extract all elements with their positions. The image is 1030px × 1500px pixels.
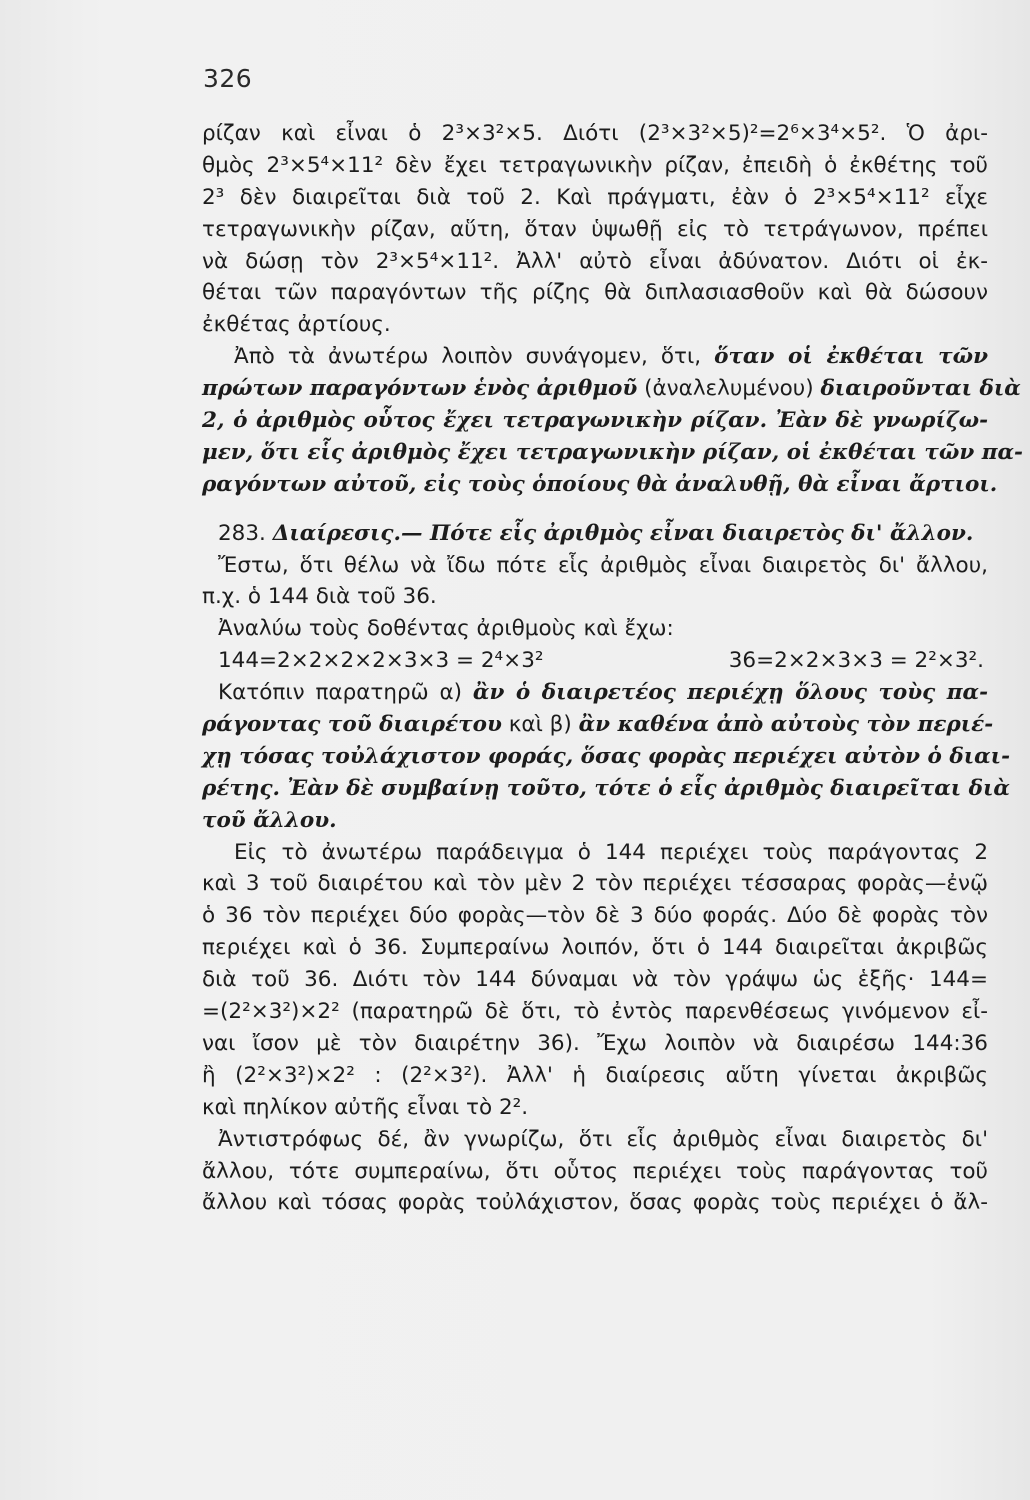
text-line: νὰ δώσῃ τὸν 2³×5⁴×11². Ἀλλ' αὐτὸ εἶναι ἀδύνατον. Διότι οἱ ἐκ- bbox=[202, 248, 988, 274]
equation-right: 36=2×2×3×3 = 2²×3². bbox=[728, 648, 984, 674]
text-line bbox=[202, 373, 1021, 405]
text-line: ρέτης. Ἐὰν δὲ συμβαίνῃ τοῦτο, τότε ὁ εἷς ἀριθμὸς διαιρεῖται διὰ bbox=[202, 775, 1010, 801]
text-run: Ἀπὸ τὰ ἀνωτέρω λοιπὸν συνάγομεν, ὅτι, bbox=[234, 344, 715, 370]
text-line: ἢ (2²×3²)×2² : (2²×3²). Ἀλλ' ἡ διαίρεσις αὕτη γίνεται ἀκριβῶς bbox=[202, 1062, 988, 1088]
paragraph-5 bbox=[202, 837, 988, 1124]
text-line: ρίζαν καὶ εἶναι ὁ 2³×3²×5. Διότι (2³×3²×5)²=2⁶×3⁴×5². Ὁ ἀρι- bbox=[202, 121, 988, 146]
text-line: 2³ δὲν διαιρεῖται διὰ τοῦ 2. Καὶ πράγματι, ἐὰν ὁ 2³×5⁴×11² εἶχε bbox=[202, 184, 988, 210]
equation-line bbox=[202, 645, 988, 677]
text-line: καὶ πηλίκον αὐτῆς εἶναι τὸ 2². bbox=[202, 1094, 529, 1120]
emphasis-run: διαιροῦνται διὰ bbox=[820, 376, 1021, 402]
text-line: 2, ὁ ἀριθμὸς οὗτος ἔχει τετραγωνικὴν ρίζαν. Ἐὰν δὲ γνωρίζω- bbox=[202, 408, 988, 434]
text-line: Ἀντιστρόφως δέ, ἂν γνωρίζω, ὅτι εἷς ἀριθμὸς εἶναι διαιρετὸς δι' bbox=[218, 1126, 988, 1152]
text-line: θμὸς 2³×5⁴×11² δὲν ἔχει τετραγωνικὴν ρίζαν, ἐπειδὴ ὁ ἐκθέτης τοῦ bbox=[202, 152, 988, 178]
section-number: 283. bbox=[218, 520, 266, 546]
text-line: Ἔστω, ὅτι θέλω νὰ ἴδω πότε εἷς ἀριθμὸς εἶναι διαιρετὸς δι' ἄλλου, bbox=[218, 552, 988, 578]
text-run: (ἀναλελυμένου) bbox=[637, 376, 821, 402]
paragraph-3 bbox=[202, 550, 988, 678]
text-line: Εἰς τὸ ἀνωτέρω παράδειγμα ὁ 144 περιέχει τοὺς παράγοντας 2 bbox=[234, 839, 988, 865]
spacer bbox=[202, 501, 988, 518]
emphasis-run: ἂν καθένα ἀπὸ αὐτοὺς τὸν περιέ- bbox=[578, 712, 994, 738]
text-line: τοῦ ἄλλου. bbox=[202, 807, 337, 833]
paragraph-6 bbox=[202, 1124, 988, 1220]
text-line: Ἀναλύω τοὺς δοθέντας ἀριθμοὺς καὶ ἔχω: bbox=[218, 616, 674, 642]
text-line: π.χ. ὁ 144 διὰ τοῦ 36. bbox=[202, 584, 437, 610]
text-line: =(2²×3²)×2² (παρατηρῶ δὲ ὅτι, τὸ ἐντὸς παρενθέσεως γινόμενον εἶ- bbox=[202, 999, 988, 1025]
text-line: ἄλλου καὶ τόσας φορὰς τοὐλάχιστον, ὅσας φορὰς τοὺς περιέχει ὁ ἄλ- bbox=[202, 1190, 988, 1216]
text-line: μεν, ὅτι εἷς ἀριθμὸς ἔχει τετραγωνικὴν ρίζαν, οἱ ἐκθέται τῶν πα- bbox=[202, 439, 1023, 465]
paragraph-2 bbox=[202, 341, 1023, 500]
text-line: χῃ τόσας τοὐλάχιστον φοράς, ὅσας φορὰς περιέχει αὐτὸν ὁ διαι- bbox=[202, 743, 1011, 769]
text-line: περιέχει καὶ ὁ 36. Συμπεραίνω λοιπόν, ὅτι ὁ 144 διαιρεῖται ἀκριβῶς bbox=[202, 935, 988, 961]
text-line: ναι ἴσον μὲ τὸν διαιρέτην 36). Ἔχω λοιπὸν νὰ διαιρέσω 144:36 bbox=[202, 1030, 988, 1056]
page-body bbox=[202, 118, 1023, 1219]
text-line bbox=[202, 709, 994, 741]
text-line bbox=[202, 677, 988, 709]
emphasis-run: ράγοντας τοῦ διαιρέτου bbox=[202, 712, 502, 738]
text-line bbox=[202, 341, 988, 373]
text-line: ὁ 36 τὸν περιέχει δύο φορὰς—τὸν δὲ 3 δύο φοράς. Δύο δὲ φορὰς τὸν bbox=[202, 903, 988, 929]
section-title: Διαίρεσις.— Πότε εἷς ἀριθμὸς εἶναι διαιρετὸς δι' ἄλλον. bbox=[272, 520, 974, 546]
text-run: Κατόπιν παρατηρῶ α) bbox=[218, 680, 473, 706]
text-line: ἐκθέτας ἀρτίους. bbox=[202, 312, 391, 338]
page-number: 326 bbox=[203, 64, 253, 93]
text-line: καὶ 3 τοῦ διαιρέτου καὶ τὸν μὲν 2 τὸν περιέχει τέσσαρας φορὰς—ἐνῷ bbox=[202, 871, 988, 897]
text-line: τετραγωνικὴν ρίζαν, αὕτη, ὅταν ὑψωθῇ εἰς τὸ τετράγωνον, πρέπει bbox=[202, 216, 988, 242]
text-run: καὶ β) bbox=[501, 712, 579, 738]
text-line: ἄλλου, τότε συμπεραίνω, ὅτι οὗτος περιέχει τοὺς παράγοντας τοῦ bbox=[202, 1158, 988, 1184]
emphasis-run: ὅταν οἱ ἐκθέται τῶν bbox=[714, 344, 988, 370]
equation-left: 144=2×2×2×2×3×3 = 2⁴×3² bbox=[218, 648, 544, 674]
emphasis-run: πρώτων παραγόντων ἑνὸς ἀριθμοῦ bbox=[202, 376, 638, 402]
paragraph-1 bbox=[202, 118, 988, 341]
text-line: θέται τῶν παραγόντων τῆς ρίζης θὰ διπλασιασθοῦν καὶ θὰ δώσουν bbox=[202, 280, 988, 306]
text-line: διὰ τοῦ 36. Διότι τὸν 144 δύναμαι νὰ τὸν γράψω ὡς ἑξῆς· 144= bbox=[202, 967, 988, 993]
paragraph-4 bbox=[202, 677, 1011, 836]
text-line: ραγόντων αὐτοῦ, εἰς τοὺς ὁποίους θὰ ἀναλυθῇ, θὰ εἶναι ἄρτιοι. bbox=[202, 471, 998, 497]
section-heading bbox=[202, 518, 988, 550]
emphasis-run: ἂν ὁ διαιρετέος περιέχῃ ὅλους τοὺς πα- bbox=[472, 680, 988, 706]
